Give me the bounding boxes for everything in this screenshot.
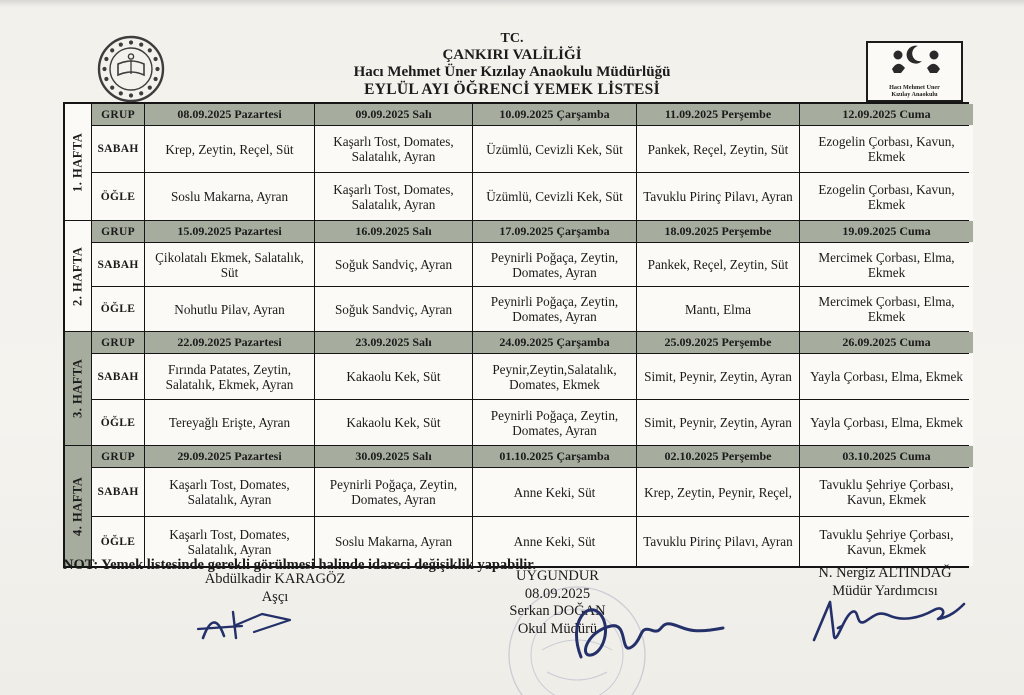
menu-cell: Üzümlü, Cevizli Kek, Süt xyxy=(473,126,636,172)
menu-cell: Pankek, Reçel, Zeytin, Süt xyxy=(637,126,799,172)
grup-label-w4: GRUP xyxy=(92,446,144,467)
menu-cell: Pankek, Reçel, Zeytin, Süt xyxy=(637,243,799,286)
date-header: 15.09.2025 Pazartesi xyxy=(145,221,314,242)
menu-cell: Kakaolu Kek, Süt xyxy=(315,354,472,399)
menu-cell: Nohutlu Pilav, Ayran xyxy=(145,287,314,331)
ogle-label-w2: ÖĞLE xyxy=(92,287,144,331)
menu-cell: Peynirli Poğaça, Zeytin, Domates, Ayran xyxy=(315,468,472,516)
date-header: 12.09.2025 Cuma xyxy=(800,104,973,125)
menu-cell: Soslu Makarna, Ayran xyxy=(145,173,314,220)
sabah-label-w1: SABAH xyxy=(92,126,144,172)
week-2-label: 2. HAFTA xyxy=(65,221,91,331)
menu-cell: Anne Keki, Süt xyxy=(473,468,636,516)
date-header: 16.09.2025 Salı xyxy=(315,221,472,242)
menu-cell: Ezogelin Çorbası, Kavun, Ekmek xyxy=(800,173,973,220)
header-school: Hacı Mehmet Üner Kızılay Anaokulu Müdürlüğü xyxy=(353,64,671,80)
page-title: EYLÜL AYI ÖĞRENCİ YEMEK LİSTESİ xyxy=(364,81,660,98)
menu-cell: Tereyağlı Erişte, Ayran xyxy=(145,400,314,445)
menu-cell: Fırında Patates, Zeytin, Salatalık, Ekmek, Ayran xyxy=(145,354,314,399)
menu-cell: Kaşarlı Tost, Domates, Salatalık, Ayran xyxy=(145,468,314,516)
menu-cell: Kaşarlı Tost, Domates, Salatalık, Ayran xyxy=(315,173,472,220)
cook-signature-icon xyxy=(195,600,305,645)
principal-title: Okul Müdürü xyxy=(517,620,598,637)
menu-cell: Kaşarlı Tost, Domates, Salatalık, Ayran xyxy=(315,126,472,172)
date-header: 30.09.2025 Salı xyxy=(315,446,472,467)
menu-cell: Peynirli Poğaça, Zeytin, Domates, Ayran xyxy=(473,243,636,286)
menu-cell: Simit, Peynir, Zeytin, Ayran xyxy=(637,354,799,399)
grup-label-w2: GRUP xyxy=(92,221,144,242)
ogle-label-w3: ÖĞLE xyxy=(92,400,144,445)
note-text: NOT: Yemek listesinde gerekli görülmesi halinde idareci değişiklik yapabilir. xyxy=(63,557,537,573)
date-header: 10.09.2025 Çarşamba xyxy=(473,104,636,125)
week-4-label: 4. HAFTA xyxy=(65,446,91,566)
vice-principal-title: Müdür Yardımcısı xyxy=(832,582,938,599)
menu-cell: Soslu Makarna, Ayran xyxy=(315,517,472,566)
menu-cell: Kaşarlı Tost, Domates, Salatalık, Ayran xyxy=(145,517,314,566)
menu-cell: Mercimek Çorbası, Elma, Ekmek xyxy=(800,287,973,331)
menu-cell: Tavuklu Pirinç Pilavı, Ayran xyxy=(637,173,799,220)
menu-cell: Simit, Peynir, Zeytin, Ayran xyxy=(637,400,799,445)
date-header: 11.09.2025 Perşembe xyxy=(637,104,799,125)
week-1-label: 1. HAFTA xyxy=(65,104,91,220)
sabah-label-w3: SABAH xyxy=(92,354,144,399)
date-header: 02.10.2025 Perşembe xyxy=(637,446,799,467)
menu-cell: Yayla Çorbası, Elma, Ekmek xyxy=(800,354,973,399)
date-header: 03.10.2025 Cuma xyxy=(800,446,973,467)
date-header: 17.09.2025 Çarşamba xyxy=(473,221,636,242)
date-header: 29.09.2025 Pazartesi xyxy=(145,446,314,467)
document-header xyxy=(0,30,1024,98)
menu-cell: Soğuk Sandviç, Ayran xyxy=(315,243,472,286)
date-header: 08.09.2025 Pazartesi xyxy=(145,104,314,125)
menu-cell: Yayla Çorbası, Elma, Ekmek xyxy=(800,400,973,445)
menu-cell: Peynirli Poğaça, Zeytin, Domates, Ayran xyxy=(473,400,636,445)
menu-cell: Tavuklu Şehriye Çorbası, Kavun, Ekmek xyxy=(800,517,973,566)
menu-cell: Anne Keki, Süt xyxy=(473,517,636,566)
date-header: 23.09.2025 Salı xyxy=(315,332,472,353)
menu-cell: Peynir,Zeytin,Salatalık, Domates, Ekmek xyxy=(473,354,636,399)
menu-cell: Krep, Zeytin, Peynir, Reçel, xyxy=(637,468,799,516)
ogle-label-w4: ÖĞLE xyxy=(92,517,144,566)
approval-status: UYGUNDUR xyxy=(516,568,599,584)
sabah-label-w2: SABAH xyxy=(92,243,144,286)
date-header: 19.09.2025 Cuma xyxy=(800,221,973,242)
menu-cell: Tavuklu Pirinç Pilavı, Ayran xyxy=(637,517,799,566)
header-valilik: ÇANKIRI VALİLİĞİ xyxy=(442,47,582,63)
date-header: 09.09.2025 Salı xyxy=(315,104,472,125)
header-tc: TC. xyxy=(500,31,524,46)
grup-label-w1: GRUP xyxy=(92,104,144,125)
sabah-label-w4: SABAH xyxy=(92,468,144,516)
menu-cell: Kakaolu Kek, Süt xyxy=(315,400,472,445)
school-logo-caption-2: Kızılay Anaokulu xyxy=(891,91,938,98)
menu-cell: Tavuklu Şehriye Çorbası, Kavun, Ekmek xyxy=(800,468,973,516)
cook-name: Abdülkadir KARAGÖZ xyxy=(204,571,346,587)
vice-principal-name: N. Nergiz ALTINDAĞ xyxy=(818,565,952,581)
menu-cell: Peynirli Poğaça, Zeytin, Domates, Ayran xyxy=(473,287,636,331)
menu-cell: Ezogelin Çorbası, Kavun, Ekmek xyxy=(800,126,973,172)
school-logo-caption-1: Hacı Mehmet Üner xyxy=(889,84,940,91)
principal-signature-icon xyxy=(565,593,730,673)
menu-cell: Soğuk Sandviç, Ayran xyxy=(315,287,472,331)
date-header: 18.09.2025 Perşembe xyxy=(637,221,799,242)
grup-label-w3: GRUP xyxy=(92,332,144,353)
cook-title: Aşçı xyxy=(261,588,289,605)
menu-cell: Krep, Zeytin, Reçel, Süt xyxy=(145,126,314,172)
ogle-label-w1: ÖĞLE xyxy=(92,173,144,220)
vice-principal-signature-icon xyxy=(800,588,970,646)
week-3-label: 3. HAFTA xyxy=(65,332,91,445)
menu-table xyxy=(63,102,969,568)
date-header: 22.09.2025 Pazartesi xyxy=(145,332,314,353)
menu-cell: Mercimek Çorbası, Elma, Ekmek xyxy=(800,243,973,286)
menu-cell: Üzümlü, Cevizli Kek, Süt xyxy=(473,173,636,220)
menu-cell: Çikolatalı Ekmek, Salatalık, Süt xyxy=(145,243,314,286)
date-header: 26.09.2025 Cuma xyxy=(800,332,973,353)
menu-cell: Mantı, Elma xyxy=(637,287,799,331)
principal-name: Serkan DOĞAN xyxy=(509,603,606,619)
approval-date: 08.09.2025 xyxy=(524,585,591,602)
date-header: 24.09.2025 Çarşamba xyxy=(473,332,636,353)
date-header: 25.09.2025 Perşembe xyxy=(637,332,799,353)
date-header: 01.10.2025 Çarşamba xyxy=(473,446,636,467)
